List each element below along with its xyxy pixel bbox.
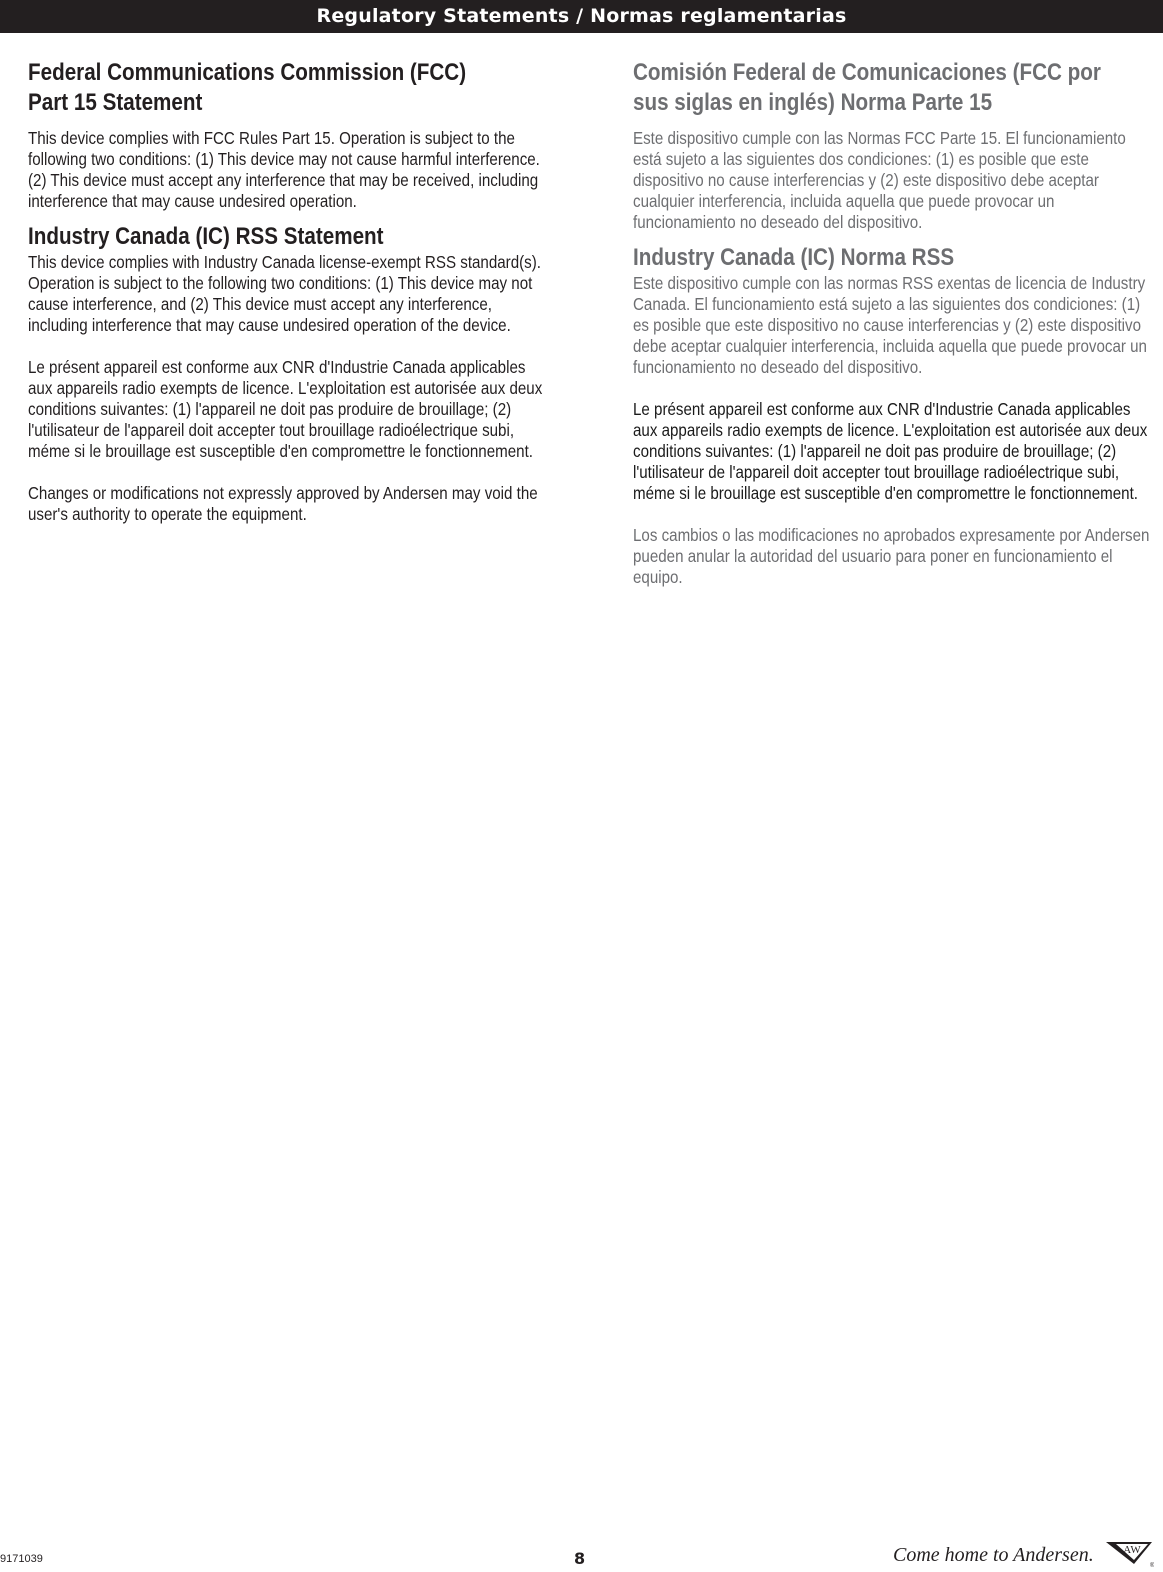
ic-statement-text: This device complies with Industry Canada license-exempt RSS standard(s). Operation is subject to the following two conditions: (1) This device may not cause interference, and (2) This device must accept any interference, including interference that may cause undesired operation of the device. (28, 252, 541, 335)
fcc-heading-es-line2: sus siglas en inglés) Norma Parte 15 (633, 89, 993, 116)
ic-statement-text-es: Este dispositivo cumple con las normas RSS exentas de licencia de Industry Canada. El funcionamiento está sujeto a las siguientes dos condiciones: (1) es posible que este dispositivo no cause interferencias y (2) este dispositivo debe aceptar cualquier interferencia, incluida aquella que puede provocar un funcionamiento no deseado del dispositivo. (633, 273, 1147, 377)
fcc-statement-body-es (633, 128, 1155, 233)
andersen-logo (1104, 1538, 1154, 1568)
fcc-heading-line2: Part 15 Statement (28, 89, 203, 116)
logo-text: AW (1123, 1544, 1141, 1556)
changes-statement-body-es (633, 525, 1155, 588)
changes-statement-text: Changes or modifications not expressly approved by Andersen may void the user's authority to operate the equipment. (28, 483, 538, 524)
ic-statement-body (28, 252, 553, 336)
changes-statement-text-es: Los cambios o las modificaciones no aprobados expresamente por Andersen pueden anular la autoridad del usuario para poner en funcionamiento el equipo. (633, 525, 1150, 587)
fcc-statement-body (28, 128, 553, 212)
page-number: 8 (574, 1549, 586, 1568)
fcc-heading-es (633, 58, 1101, 118)
french-statement-text-right: Le présent appareil est conforme aux CNR d'Industrie Canada applicables aux appareils radio exempts de licence. L'exploitation est autorisée aux deux conditions suivantes: (1) l'appareil ne doit pas produire de brouillage; (2) l'utilisateur de l'appareil doit accepter tout brouillage radioélectrique subi, méme si le brouillage est susceptible d'en compromettre le fonctionnement. (633, 399, 1148, 503)
ic-heading: Industry Canada (IC) RSS Statement (28, 223, 384, 250)
ic-heading-es: Industry Canada (IC) Norma RSS (633, 244, 955, 271)
french-statement-body-right (633, 399, 1155, 504)
page-header-title: Regulatory Statements / Normas reglamentarias (0, 0, 1163, 33)
french-statement-text: Le présent appareil est conforme aux CNR d'Industrie Canada applicables aux appareils radio exempts de licence. L'exploitation est autorisée aux deux conditions suivantes: (1) l'appareil ne doit pas produire de brouillage; (2) l'utilisateur de l'appareil doit accepter tout brouillage radioélectrique subi, méme si le brouillage est susceptible d'en compromettre le fonctionnement. (28, 357, 543, 461)
fcc-heading-es-line1: Comisión Federal de Comunicaciones (FCC por (633, 59, 1101, 86)
fcc-heading-line1: Federal Communications Commission (FCC) (28, 59, 467, 86)
changes-statement-body (28, 483, 553, 525)
english-column (28, 58, 553, 525)
fcc-statement-text: This device complies with FCC Rules Part 15. Operation is subject to the following two conditions: (1) This device may not cause harmful interference. (2) This device must accept any interference that may be received, including interference that may cause undesired operation. (28, 128, 540, 211)
french-statement-body (28, 357, 553, 462)
registered-mark: ® (1150, 1563, 1154, 1568)
document-number: 9171039 (0, 1553, 43, 1565)
fcc-statement-text-es: Este dispositivo cumple con las Normas FCC Parte 15. El funcionamiento está sujeto a las siguientes dos condiciones: (1) es posible que este dispositivo no cause interferencias y (2) este dispositivo debe aceptar cualquier interferencia, incluida aquella que puede provocar un funcionamiento no deseado del dispositivo. (633, 128, 1126, 232)
brand-tagline: Come home to Andersen. (893, 1544, 1094, 1566)
ic-statement-body-es (633, 273, 1155, 378)
fcc-heading (28, 58, 480, 118)
spanish-column (633, 58, 1155, 588)
